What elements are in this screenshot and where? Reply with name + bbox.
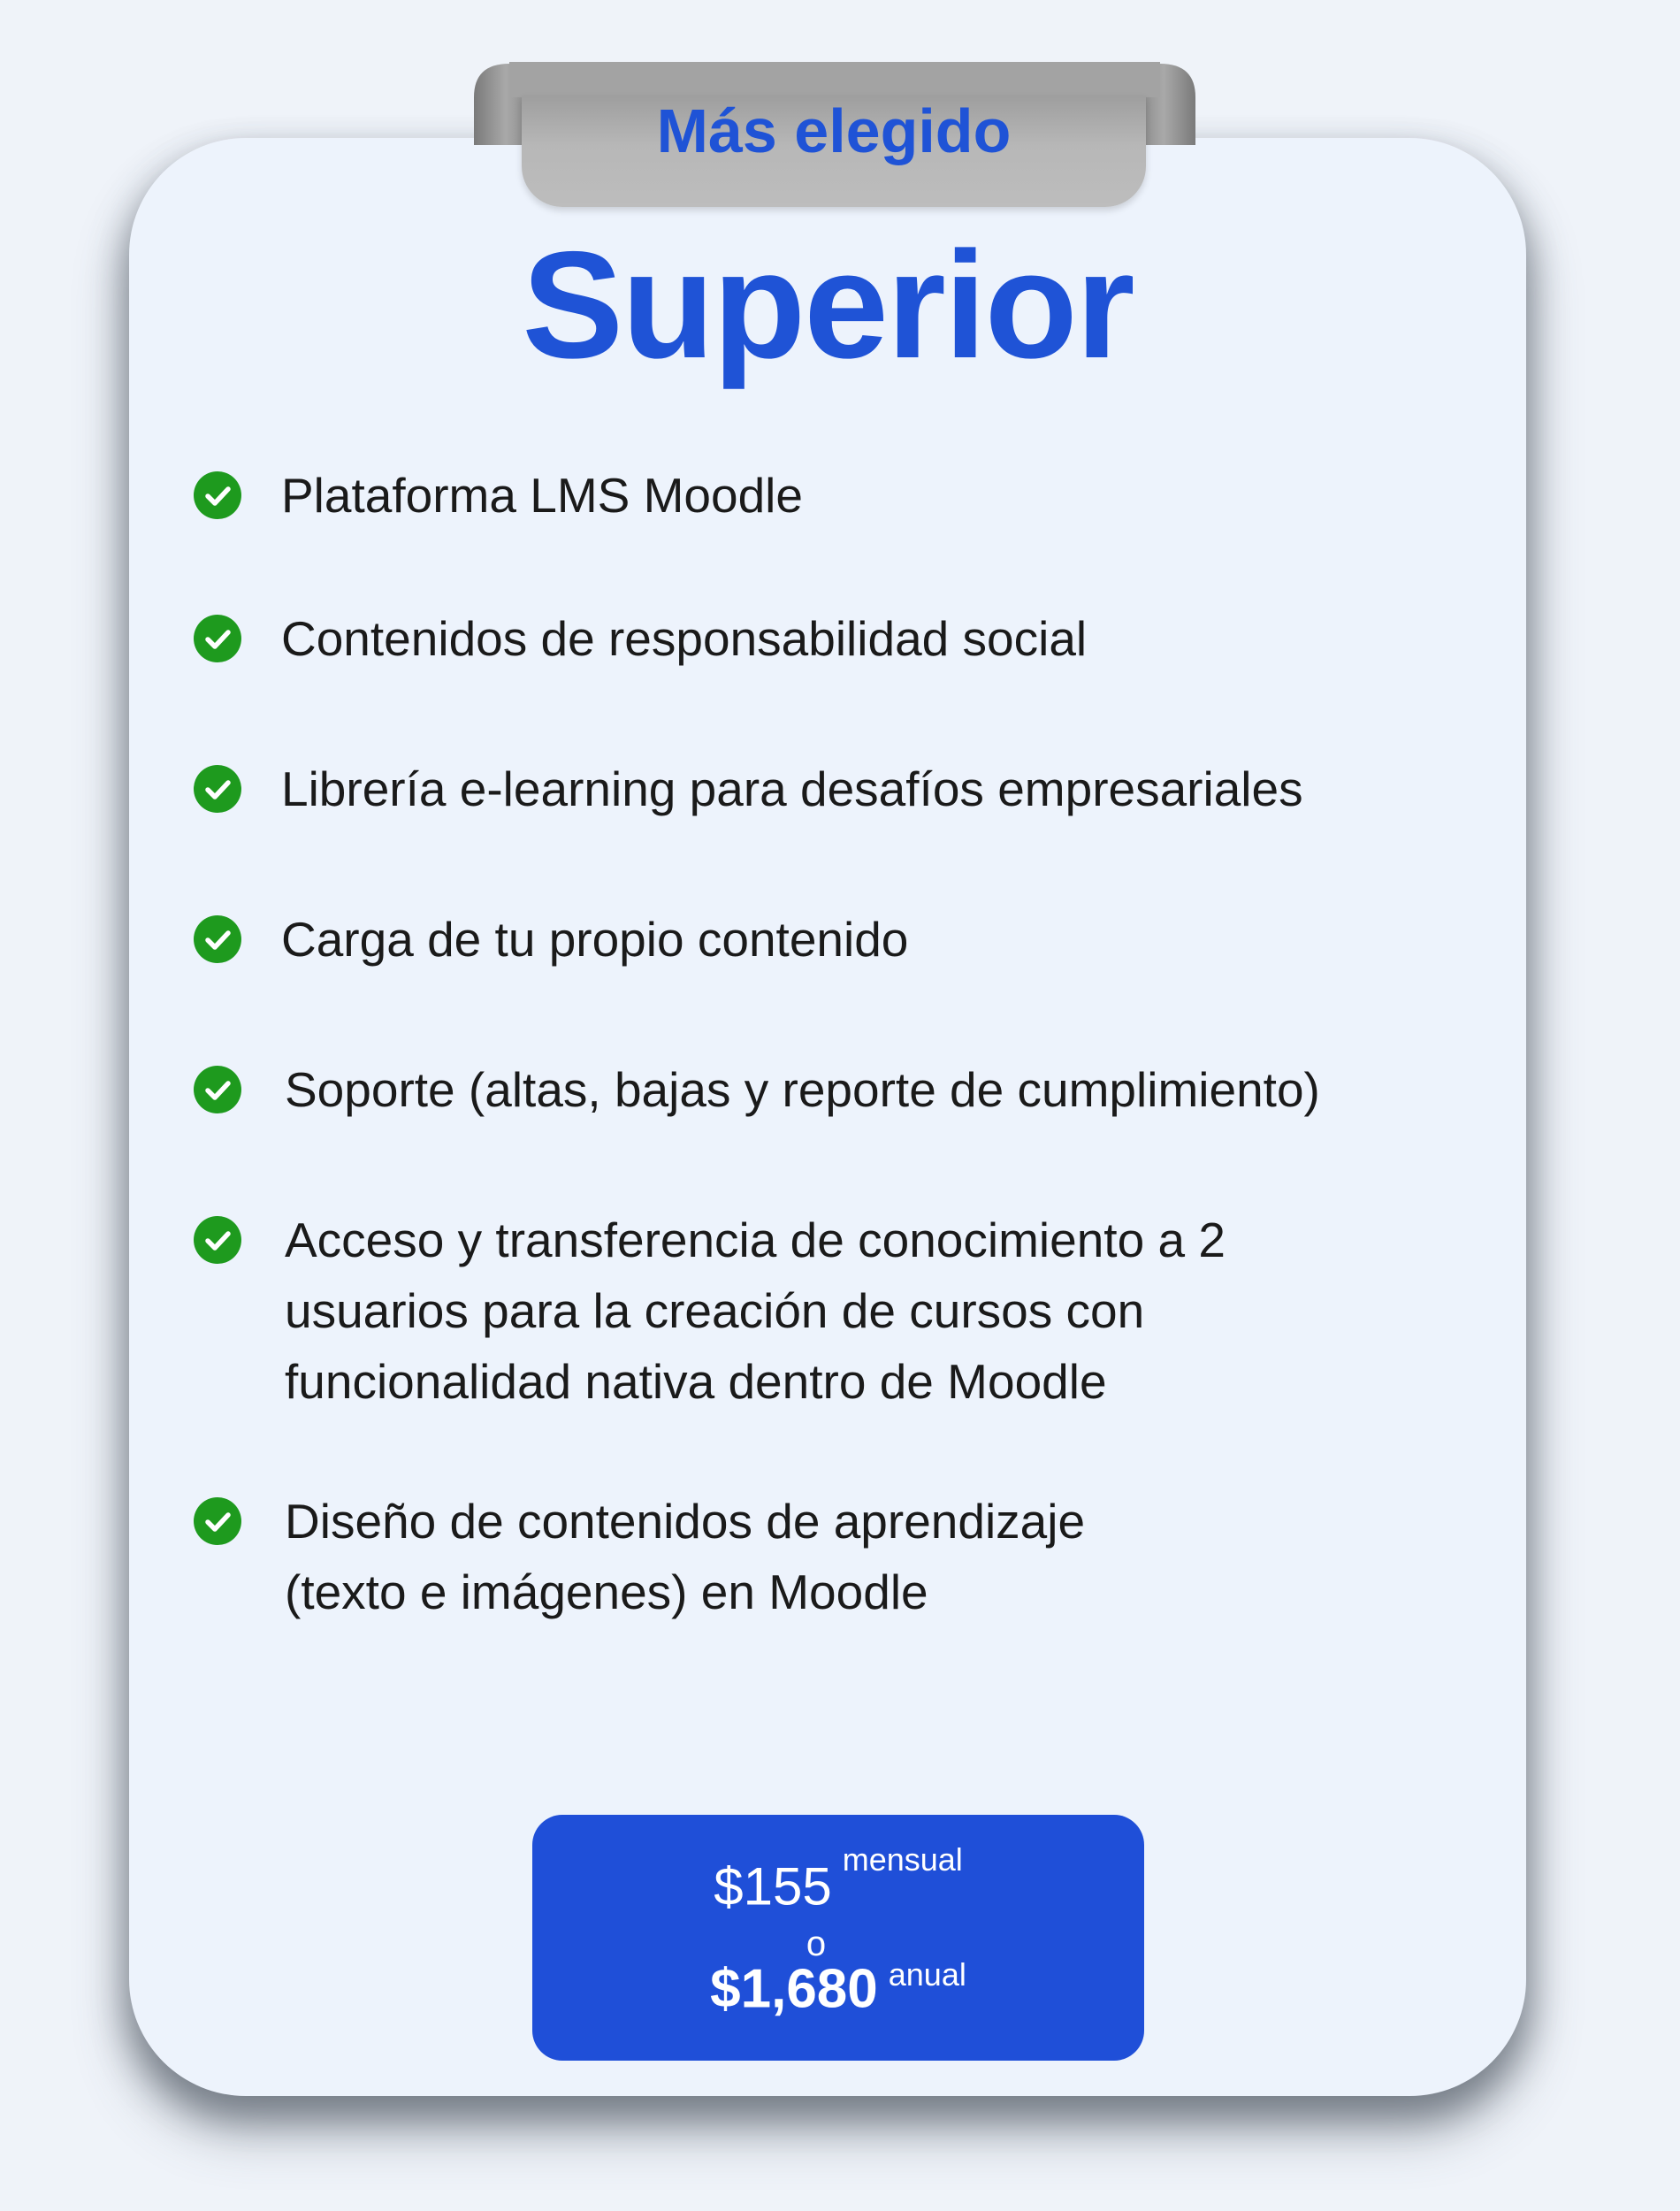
check-circle-icon [193, 614, 242, 663]
feature-text: Carga de tu propio contenido [281, 912, 909, 967]
feature-text: Diseño de contenidos de aprendizaje (texto e imágenes) en Moodle [285, 1494, 1086, 1619]
badge-ribbon [0, 0, 1680, 230]
price-button[interactable] [532, 1815, 1144, 2061]
monthly-period: mensual [842, 1841, 963, 1878]
check-circle-icon [193, 1065, 242, 1114]
feature-text: Contenidos de responsabilidad social [281, 611, 1088, 666]
annual-period: anual [888, 1956, 966, 1993]
badge-label: Más elegido [656, 96, 1012, 165]
monthly-price [532, 1841, 1144, 1916]
feature-text: Acceso y transferencia de conocimiento a 2 usuarios para la creación de cursos con funcionalidad nativa dentro de Moodle [285, 1213, 1226, 1409]
check-circle-icon [193, 471, 242, 520]
check-circle-icon [193, 914, 242, 964]
annual-price [532, 1956, 1144, 2020]
price-separator: o [806, 1924, 827, 1963]
feature-text: Librería e-learning para desafíos empresariales [281, 761, 1303, 816]
check-circle-icon [193, 764, 242, 814]
feature-text: Plataforma LMS Moodle [281, 468, 803, 523]
check-circle-icon [193, 1215, 242, 1265]
plan-title: Superior [522, 220, 1134, 390]
feature-text: Soporte (altas, bajas y reporte de cumplimiento) [285, 1062, 1320, 1117]
monthly-amount: $155 [714, 1856, 832, 1916]
check-circle-icon [193, 1496, 242, 1546]
annual-amount: $1,680 [710, 1958, 878, 2020]
